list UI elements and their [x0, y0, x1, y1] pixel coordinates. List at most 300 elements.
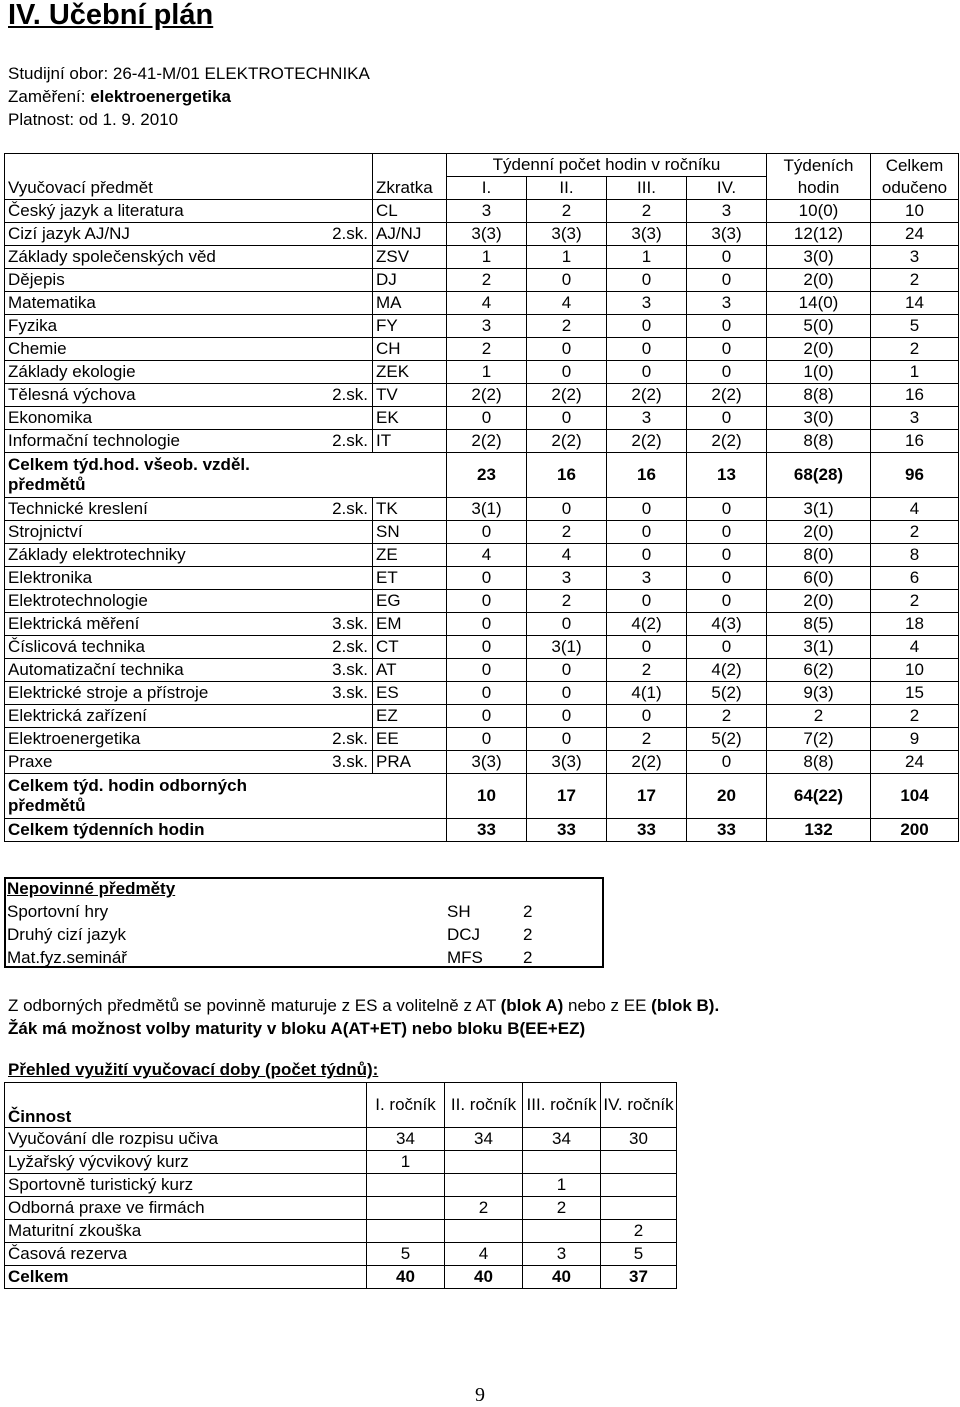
- subject-title: Tělesná výchova: [8, 385, 136, 404]
- table-cell: 64(22): [767, 774, 871, 819]
- subject-abbr: SN: [373, 521, 447, 544]
- subject-abbr: MA: [373, 292, 447, 315]
- table-row: [5, 407, 959, 430]
- header-total-taught: Celkem odučeno: [871, 154, 959, 200]
- table-cell: 1(0): [767, 361, 871, 384]
- table-cell: 34: [445, 1128, 523, 1151]
- table-cell: 40: [445, 1266, 523, 1289]
- subject-name: [5, 269, 373, 292]
- table-row: [5, 590, 959, 613]
- subject-title: Ekonomika: [8, 408, 93, 427]
- table-cell: 96: [871, 453, 959, 498]
- table-cell: 2(2): [607, 430, 687, 453]
- table-cell: 33: [447, 819, 527, 842]
- subject-label: [8, 613, 372, 635]
- table-cell: [445, 1174, 523, 1197]
- table-cell: 4: [447, 292, 527, 315]
- table-cell: 2(2): [527, 430, 607, 453]
- total-row: [5, 453, 959, 498]
- table-cell: 33: [607, 819, 687, 842]
- table-cell: 4(2): [607, 613, 687, 636]
- header-year: III.: [607, 177, 687, 200]
- table-cell: 2: [601, 1220, 677, 1243]
- list-item: [4, 946, 604, 969]
- subject-name: [5, 613, 373, 636]
- table-cell: 0: [447, 728, 527, 751]
- total-row: [5, 819, 959, 842]
- subject-abbr: CL: [373, 200, 447, 223]
- header-year: I. ročník: [367, 1083, 445, 1128]
- table-row: [5, 430, 959, 453]
- subject-name: [5, 705, 373, 728]
- table-cell: 3(1): [447, 498, 527, 521]
- subject-abbr: ZE: [373, 544, 447, 567]
- subject-title: Dějepis: [8, 270, 65, 289]
- exam-note-1: Z odborných předmětů se povinně maturuje z ES a volitelně z AT (blok A) nebo z EE (blok B).: [8, 996, 720, 1015]
- subject-label: [8, 521, 372, 543]
- table-cell: DCJ: [447, 925, 481, 944]
- subject-label: [8, 223, 372, 245]
- list-item: [4, 923, 604, 946]
- table-cell: 5(2): [687, 728, 767, 751]
- table-cell: [367, 1174, 445, 1197]
- table-cell: [523, 1151, 601, 1174]
- table-cell: 0: [607, 361, 687, 384]
- subject-groups-note: 2.sk.: [332, 729, 368, 748]
- subject-abbr: ES: [373, 682, 447, 705]
- subject-abbr: ZSV: [373, 246, 447, 269]
- subject-label: [8, 590, 372, 612]
- table-cell: 3: [607, 567, 687, 590]
- subject-name: [5, 223, 373, 246]
- table-row: [5, 269, 959, 292]
- subject-name: [5, 544, 373, 567]
- table-row: [5, 200, 959, 223]
- table-row: [5, 223, 959, 246]
- table-cell: 4: [527, 292, 607, 315]
- table-header-row: [5, 1083, 677, 1128]
- table-cell: 0: [607, 636, 687, 659]
- table-cell: 2: [767, 705, 871, 728]
- subject-name: [5, 751, 373, 774]
- table-cell: 0: [447, 659, 527, 682]
- subject-abbr: EE: [373, 728, 447, 751]
- table-cell: 16: [871, 384, 959, 407]
- table-row: [5, 315, 959, 338]
- table-cell: 0: [527, 338, 607, 361]
- subject-title: Praxe: [8, 752, 53, 771]
- table-cell: 2: [607, 728, 687, 751]
- table-cell: [367, 1197, 445, 1220]
- table-cell: 8(5): [767, 613, 871, 636]
- table-cell: 3: [447, 315, 527, 338]
- header-weekly-group: Týdenní počet hodin v ročníku: [447, 154, 767, 177]
- total-label: Celkem týd.hod. všeob. vzděl. předmětů: [5, 453, 447, 498]
- table-cell: 9(3): [767, 682, 871, 705]
- table-cell: 30: [601, 1128, 677, 1151]
- table-row: [5, 1151, 677, 1174]
- subject-abbr: EK: [373, 407, 447, 430]
- table-row: [5, 728, 959, 751]
- subject-title: Elektroenergetika: [8, 729, 141, 748]
- table-cell: 2(2): [687, 430, 767, 453]
- table-cell: 3(3): [527, 751, 607, 774]
- table-cell: 9: [871, 728, 959, 751]
- table-cell: 34: [523, 1128, 601, 1151]
- total-label: Celkem týd. hodin odborných předmětů: [5, 774, 447, 819]
- page-title: IV. Učební plán: [8, 0, 214, 31]
- table-cell: 10(0): [767, 200, 871, 223]
- table-cell: 0: [687, 521, 767, 544]
- subject-name: [5, 407, 373, 430]
- table-cell: 10: [871, 659, 959, 682]
- table-cell: [523, 1220, 601, 1243]
- subject-abbr: EZ: [373, 705, 447, 728]
- table-cell: 0: [447, 705, 527, 728]
- subject-label: [8, 338, 372, 360]
- table-row: [5, 1174, 677, 1197]
- subject-abbr: CT: [373, 636, 447, 659]
- subject-title: Číslicová technika: [8, 637, 146, 656]
- table-cell: [601, 1151, 677, 1174]
- table-cell: 0: [527, 728, 607, 751]
- header-activity: Činnost: [5, 1083, 367, 1128]
- subject-title: Technické kreslení: [8, 499, 148, 518]
- subject-title: Cizí jazyk AJ/NJ: [8, 224, 130, 243]
- table-cell: 4: [871, 636, 959, 659]
- table-cell: 2: [447, 269, 527, 292]
- table-row: [5, 567, 959, 590]
- table-cell: Lyžařský výcvikový kurz: [5, 1151, 367, 1174]
- table-cell: 3: [871, 407, 959, 430]
- table-cell: 2(0): [767, 338, 871, 361]
- table-cell: 8(8): [767, 384, 871, 407]
- subject-abbr: EM: [373, 613, 447, 636]
- table-cell: 0: [607, 498, 687, 521]
- subject-abbr: TV: [373, 384, 447, 407]
- header-year: III. ročník: [523, 1083, 601, 1128]
- table-cell: 40: [367, 1266, 445, 1289]
- subject-name: [5, 567, 373, 590]
- table-cell: 0: [687, 338, 767, 361]
- table-cell: 5(2): [687, 682, 767, 705]
- subject-name: [5, 636, 373, 659]
- subject-title: Základy ekologie: [8, 362, 136, 381]
- table-row: [5, 361, 959, 384]
- table-cell: 1: [607, 246, 687, 269]
- subject-label: [8, 361, 372, 383]
- table-cell: 2: [445, 1197, 523, 1220]
- table-row: [5, 636, 959, 659]
- table-cell: 2: [871, 521, 959, 544]
- table-cell: 2: [447, 338, 527, 361]
- table-cell: 0: [687, 636, 767, 659]
- table-row: [5, 1220, 677, 1243]
- table-cell: 33: [527, 819, 607, 842]
- table-cell: 16: [607, 453, 687, 498]
- table-cell: 0: [607, 590, 687, 613]
- subject-title: Matematika: [8, 293, 96, 312]
- subject-name: [5, 246, 373, 269]
- subject-groups-note: 3.sk.: [332, 660, 368, 679]
- table-cell: 0: [447, 567, 527, 590]
- subject-title: Elektrická zařízení: [8, 706, 147, 725]
- table-cell: 10: [871, 200, 959, 223]
- table-row: [5, 292, 959, 315]
- table-cell: 3(0): [767, 407, 871, 430]
- subject-name: [5, 590, 373, 613]
- table-cell: 2: [871, 338, 959, 361]
- validity: Platnost: od 1. 9. 2010: [8, 110, 179, 129]
- table-header-row: [5, 154, 959, 177]
- table-cell: 2(0): [767, 521, 871, 544]
- table-cell: MFS: [447, 948, 483, 967]
- table-cell: 14: [871, 292, 959, 315]
- table-cell: 12(12): [767, 223, 871, 246]
- subject-groups-note: 2.sk.: [332, 224, 368, 243]
- subject-name: [5, 521, 373, 544]
- table-cell: 4(3): [687, 613, 767, 636]
- table-cell: 34: [367, 1128, 445, 1151]
- subject-abbr: DJ: [373, 269, 447, 292]
- curriculum-table: [4, 153, 959, 842]
- table-cell: SH: [447, 902, 471, 921]
- total-row: [5, 774, 959, 819]
- table-cell: 3: [687, 200, 767, 223]
- table-cell: Celkem: [5, 1266, 367, 1289]
- header-year: I.: [447, 177, 527, 200]
- subject-name: [5, 315, 373, 338]
- table-cell: 0: [527, 659, 607, 682]
- table-cell: 2: [527, 590, 607, 613]
- table-cell: 2(2): [687, 384, 767, 407]
- table-cell: 2: [607, 200, 687, 223]
- table-cell: 0: [527, 361, 607, 384]
- table-cell: 6(0): [767, 567, 871, 590]
- subject-title: Elektrotechnologie: [8, 591, 148, 610]
- subject-groups-note: 2.sk.: [332, 637, 368, 656]
- subject-name: [5, 361, 373, 384]
- table-cell: 0: [607, 544, 687, 567]
- table-cell: 8(8): [767, 430, 871, 453]
- subject-abbr: PRA: [373, 751, 447, 774]
- subject-title: Základy elektrotechniky: [8, 545, 186, 564]
- subject-name: [5, 728, 373, 751]
- table-cell: 17: [527, 774, 607, 819]
- table-cell: 3: [527, 567, 607, 590]
- subject-abbr: AJ/NJ: [373, 223, 447, 246]
- table-cell: 0: [687, 567, 767, 590]
- table-cell: 8(0): [767, 544, 871, 567]
- table-cell: 0: [607, 705, 687, 728]
- subject-name: [5, 384, 373, 407]
- subject-label: [8, 430, 372, 452]
- subject-name: [5, 682, 373, 705]
- table-cell: 4(2): [687, 659, 767, 682]
- subject-name: [5, 338, 373, 361]
- list-item: [4, 900, 604, 923]
- time-overview-table: [4, 1082, 677, 1289]
- table-cell: 2(2): [527, 384, 607, 407]
- table-cell: 0: [527, 407, 607, 430]
- subject-title: Elektrické stroje a přístroje: [8, 683, 209, 702]
- table-cell: 3(1): [767, 636, 871, 659]
- table-cell: [445, 1220, 523, 1243]
- subject-abbr: TK: [373, 498, 447, 521]
- table-cell: 2: [523, 948, 533, 967]
- table-cell: 0: [687, 246, 767, 269]
- table-cell: Sportovně turistický kurz: [5, 1174, 367, 1197]
- table-cell: 2: [607, 659, 687, 682]
- study-info: [8, 62, 370, 131]
- table-cell: 8(8): [767, 751, 871, 774]
- table-cell: 17: [607, 774, 687, 819]
- table-cell: 200: [871, 819, 959, 842]
- subject-name: [5, 200, 373, 223]
- exam-notes: [8, 994, 719, 1040]
- table-row: [5, 338, 959, 361]
- table-cell: 0: [607, 338, 687, 361]
- subject-abbr: AT: [373, 659, 447, 682]
- table-cell: 3: [523, 1243, 601, 1266]
- subject-label: [8, 751, 372, 773]
- subject-label: [8, 498, 372, 520]
- table-cell: 3(1): [527, 636, 607, 659]
- table-cell: 5: [367, 1243, 445, 1266]
- table-row: [5, 751, 959, 774]
- table-cell: 2(0): [767, 269, 871, 292]
- optional-subjects-table: [4, 877, 604, 969]
- table-cell: [367, 1220, 445, 1243]
- table-cell: 0: [527, 613, 607, 636]
- subject-label: [8, 636, 372, 658]
- table-cell: 8: [871, 544, 959, 567]
- table-cell: 4(1): [607, 682, 687, 705]
- table-cell: 5: [871, 315, 959, 338]
- table-cell: 2: [871, 269, 959, 292]
- total-label: Celkem týdenních hodin: [5, 819, 447, 842]
- table-cell: 0: [687, 361, 767, 384]
- table-cell: 37: [601, 1266, 677, 1289]
- subject-label: [8, 384, 372, 406]
- table-cell: 4: [445, 1243, 523, 1266]
- table-cell: 2: [871, 705, 959, 728]
- subject-name: [5, 430, 373, 453]
- table-cell: 2(0): [767, 590, 871, 613]
- subject-title: Český jazyk a literatura: [8, 201, 184, 220]
- table-cell: 24: [871, 751, 959, 774]
- table-cell: 3: [871, 246, 959, 269]
- subject-label: [8, 544, 372, 566]
- subject-name: [5, 292, 373, 315]
- subject-groups-note: 2.sk.: [332, 499, 368, 518]
- table-row: [5, 384, 959, 407]
- table-cell: 0: [607, 521, 687, 544]
- table-cell: 33: [687, 819, 767, 842]
- subject-label: [8, 269, 372, 291]
- table-cell: Časová rezerva: [5, 1243, 367, 1266]
- subject-label: [8, 407, 372, 429]
- table-cell: 0: [687, 407, 767, 430]
- exam-note-2: Žák má možnost volby maturity v bloku A(AT+ET) nebo bloku B(EE+EZ): [8, 1019, 586, 1038]
- table-cell: [601, 1197, 677, 1220]
- table-cell: 1: [447, 361, 527, 384]
- subject-label: [8, 682, 372, 704]
- study-field: Studijní obor: 26-41-M/01 ELEKTROTECHNIKA: [8, 64, 370, 83]
- table-cell: 4: [527, 544, 607, 567]
- table-row: [5, 544, 959, 567]
- table-cell: 132: [767, 819, 871, 842]
- table-cell: 3: [687, 292, 767, 315]
- subject-title: Elektrická měření: [8, 614, 140, 633]
- table-cell: 0: [687, 269, 767, 292]
- table-cell: 0: [527, 682, 607, 705]
- table-cell: 0: [687, 315, 767, 338]
- table-row: [5, 1128, 677, 1151]
- table-cell: 4: [447, 544, 527, 567]
- table-cell: 2: [527, 521, 607, 544]
- table-row: [5, 521, 959, 544]
- table-cell: 20: [687, 774, 767, 819]
- table-cell: 6(2): [767, 659, 871, 682]
- subject-name: [5, 659, 373, 682]
- subject-groups-note: 2.sk.: [332, 431, 368, 450]
- table-cell: 24: [871, 223, 959, 246]
- table-cell: Maturitní zkouška: [5, 1220, 367, 1243]
- header-year: II.: [527, 177, 607, 200]
- subject-name: [5, 498, 373, 521]
- table-cell: 0: [447, 682, 527, 705]
- table-cell: 0: [687, 751, 767, 774]
- table-cell: 5: [601, 1243, 677, 1266]
- table-cell: 3(0): [767, 246, 871, 269]
- subject-abbr: ET: [373, 567, 447, 590]
- table-cell: 0: [447, 636, 527, 659]
- table-cell: 10: [447, 774, 527, 819]
- table-cell: 1: [871, 361, 959, 384]
- subject-label: [8, 315, 372, 337]
- table-row: [5, 246, 959, 269]
- subject-groups-note: 2.sk.: [332, 385, 368, 404]
- optional-heading: Nepovinné předměty: [7, 879, 176, 898]
- table-cell: 2(2): [447, 430, 527, 453]
- subject-title: Strojnictví: [8, 522, 83, 541]
- table-cell: 1: [367, 1151, 445, 1174]
- table-cell: 23: [447, 453, 527, 498]
- table-cell: 0: [687, 590, 767, 613]
- table-cell: 0: [527, 498, 607, 521]
- table-cell: 1: [447, 246, 527, 269]
- table-cell: 0: [527, 269, 607, 292]
- table-cell: 7(2): [767, 728, 871, 751]
- table-cell: 0: [447, 521, 527, 544]
- subject-groups-note: 3.sk.: [332, 683, 368, 702]
- optional-heading-row: [4, 877, 604, 900]
- table-cell: 0: [447, 407, 527, 430]
- table-cell: 3(3): [527, 223, 607, 246]
- study-focus: Zaměření: elektroenergetika: [8, 87, 231, 106]
- header-subject: Vyučovací předmět: [5, 154, 373, 200]
- header-abbr: Zkratka: [373, 154, 447, 200]
- subject-abbr: EG: [373, 590, 447, 613]
- subject-label: [8, 246, 372, 268]
- table-row: [5, 705, 959, 728]
- table-cell: 1: [523, 1174, 601, 1197]
- table-cell: 1: [527, 246, 607, 269]
- table-cell: 0: [687, 544, 767, 567]
- subject-title: Základy společenských věd: [8, 247, 216, 266]
- header-year: II. ročník: [445, 1083, 523, 1128]
